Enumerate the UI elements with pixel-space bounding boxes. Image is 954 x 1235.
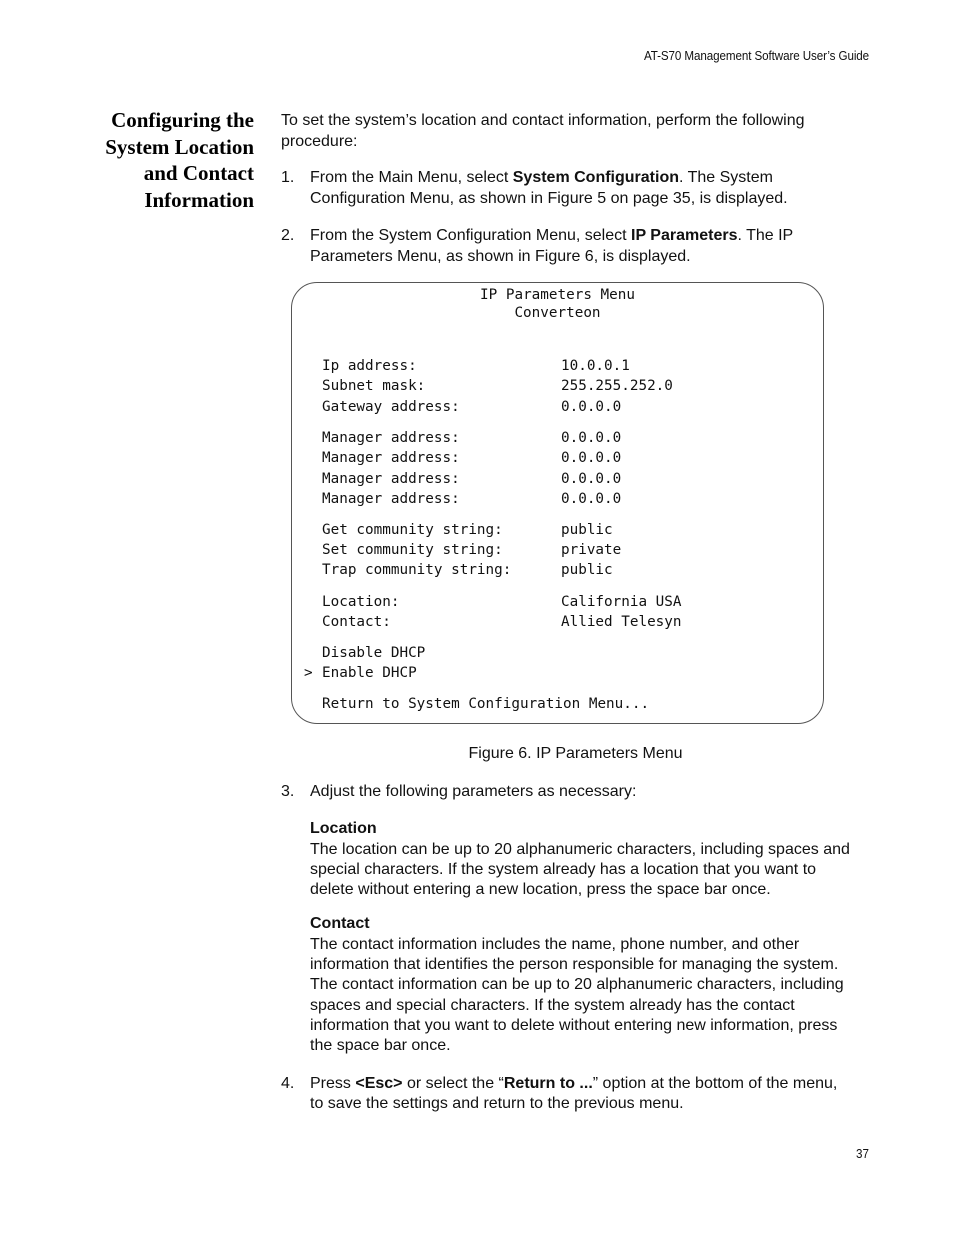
menu-reference-system-configuration: System Configuration [512, 169, 679, 186]
body-text [281, 111, 851, 267]
field-value: California USA [561, 594, 682, 610]
parameter-title: Location [310, 820, 377, 838]
field-value: Allied Telesyn [561, 614, 682, 630]
step-text: or select the “ [402, 1074, 504, 1092]
field-value: 0.0.0.0 [561, 399, 622, 415]
field-label: Trap community string: [322, 562, 512, 578]
field-label: Gateway address: [322, 399, 460, 415]
section-heading-line: Information [144, 187, 254, 212]
step-text: . The System Configuration Menu, as shown in Figure 5 on page 35, is displayed. [310, 169, 788, 207]
terminal-field-trap-community [322, 560, 613, 580]
field-label: Manager address: [322, 491, 460, 507]
step-text: Press [310, 1074, 356, 1092]
field-label: Manager address: [322, 471, 460, 487]
terminal-field-set-community [322, 540, 621, 560]
step-4 [281, 1074, 851, 1115]
field-value: 0.0.0.0 [561, 491, 622, 507]
field-label: Set community string: [322, 542, 503, 558]
field-label: Manager address: [322, 450, 460, 466]
step-3 [281, 782, 851, 802]
field-label: Location: [322, 594, 400, 610]
terminal-field-gateway-address [322, 397, 621, 417]
field-label: Ip address: [322, 358, 417, 374]
body-text-continued [281, 782, 851, 1114]
step-1 [281, 168, 851, 209]
step-number: 3. [281, 783, 295, 800]
running-header: AT-S70 Management Software User’s Guide [643, 49, 869, 63]
section-heading [80, 107, 254, 213]
terminal-cursor-indicator: > [304, 665, 313, 681]
terminal-field-subnet-mask [322, 376, 673, 396]
field-label: Manager address: [322, 430, 460, 446]
field-value: public [561, 562, 613, 578]
parameter-description: The contact information includes the name, phone number, and other information that identifies the person responsible for managing the system. The contact information can be up to 20 alphanumeric characters, including spaces and special characters. If the system already has the contact information that you want to delete without entering new information, press the space bar once. [310, 935, 844, 1055]
step-number: 2. [281, 227, 295, 244]
terminal-option-return: Return to System Configuration Menu... [322, 696, 650, 712]
parameter-location [281, 819, 851, 900]
step-number: 1. [281, 169, 295, 186]
step-text: ” option at the bottom of the menu, to save the settings and return to the previous menu. [310, 1074, 838, 1112]
field-value: 10.0.0.1 [561, 358, 630, 374]
figure-caption: Figure 6. IP Parameters Menu [468, 745, 683, 762]
field-label: Contact: [322, 614, 391, 630]
intro-paragraph: To set the system’s location and contact information, perform the following procedure: [281, 112, 805, 150]
field-label: Get community string: [322, 522, 503, 538]
section-heading-line: and Contact [143, 161, 254, 185]
parameter-description: The location can be up to 20 alphanumeric characters, including spaces and special characters. If the system already has a location that you want to delete without entering a new location, press the space bar once. [310, 840, 850, 899]
field-value: 0.0.0.0 [561, 450, 622, 466]
step-text: From the Main Menu, select [310, 169, 513, 186]
terminal-screen-figure [291, 282, 824, 724]
terminal-field-location [322, 592, 682, 612]
section-heading-line: Configuring the [111, 108, 254, 132]
field-value: public [561, 522, 613, 538]
terminal-field-ip-address [322, 356, 630, 376]
step-2 [281, 226, 851, 267]
terminal-field-contact [322, 612, 682, 632]
terminal-field-get-community [322, 520, 613, 540]
step-text: . The IP Parameters Menu, as shown in Figure 6, is displayed. [310, 227, 793, 265]
field-value: 255.255.252.0 [561, 378, 673, 394]
terminal-field-manager-address [322, 448, 621, 468]
page-number: 37 [856, 1147, 869, 1161]
terminal-field-manager-address [322, 469, 621, 489]
step-text: Adjust the following parameters as necessary: [310, 783, 637, 800]
menu-reference-return: Return to ... [503, 1074, 593, 1092]
field-value: 0.0.0.0 [561, 471, 622, 487]
step-number: 4. [281, 1074, 295, 1092]
field-label: Subnet mask: [322, 378, 426, 394]
step-text: From the System Configuration Menu, select [310, 227, 632, 244]
terminal-option-disable-dhcp: Disable DHCP [322, 645, 426, 661]
field-value: private [561, 542, 622, 558]
terminal-field-manager-address [322, 428, 621, 448]
key-reference-esc: <Esc> [355, 1074, 403, 1092]
field-value: 0.0.0.0 [561, 430, 622, 446]
terminal-option-enable-dhcp: Enable DHCP [322, 665, 417, 681]
terminal-title: IP Parameters Menu [480, 287, 635, 303]
parameter-contact [281, 914, 851, 1056]
terminal-field-manager-address [322, 489, 621, 509]
parameter-title: Contact [310, 915, 370, 933]
terminal-subtitle: Converteon [514, 305, 601, 321]
section-heading-line: System Location [105, 134, 254, 159]
menu-reference-ip-parameters: IP Parameters [631, 227, 738, 244]
